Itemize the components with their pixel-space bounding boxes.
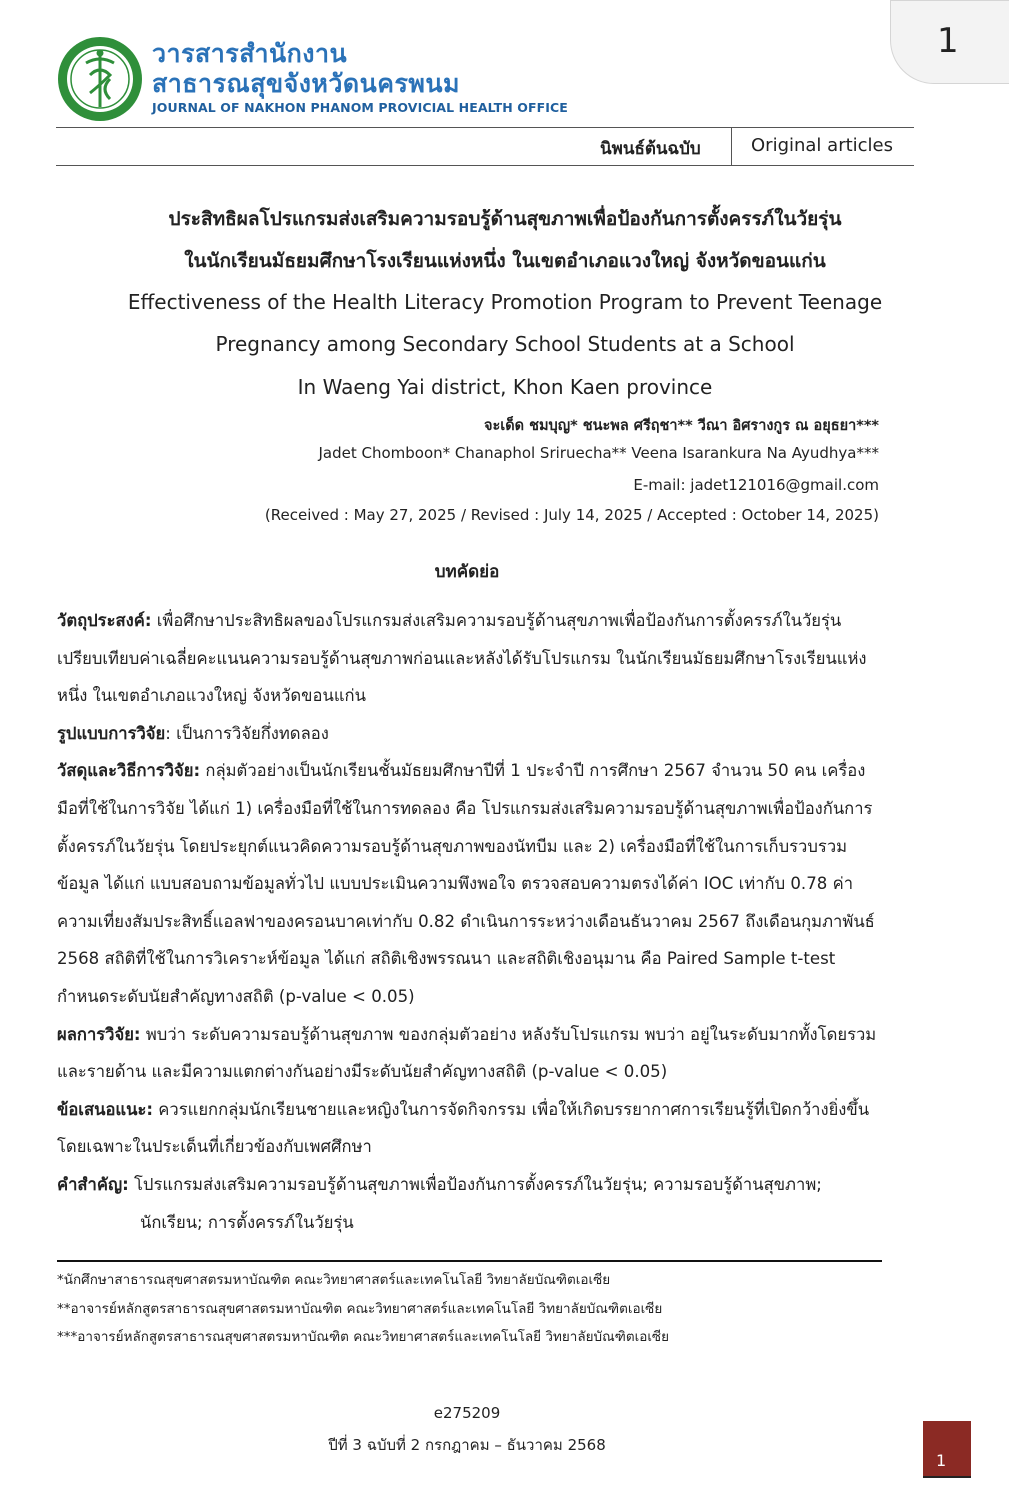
corner-page-tab [923, 1421, 971, 1476]
issue-info: ปีที่ 3 ฉบับที่ 2 กรกฎาคม – ธันวาคม 2568 [328, 1436, 606, 1454]
journal-title-th-line1: วารสารสำนักงาน [152, 39, 348, 68]
objective-label: วัตถุประสงค์: [57, 611, 152, 630]
footnote-3: ***อาจารย์หลักสูตรสาธารณสุขศาสตรมหาบัณฑิต คณะวิทยาศาสตร์และเทคโนโลยี วิทยาลัยบัณฑิตเอเซีย [57, 1329, 670, 1345]
journal-title-en: JOURNAL OF NAKHON PHANOM PROVICIAL HEALTH OFFICE [152, 100, 568, 115]
abstract-body [57, 602, 880, 1241]
email-address[interactable]: jadet121016@gmail.com [690, 476, 879, 494]
objective-text: เพื่อศึกษาประสิทธิผลของโปรแกรมส่งเสริมความรอบรู้ด้านสุขภาพเพื่อป้องกันการตั้งครรภ์ในวัยรุ่น เปรียบเทียบค่าเฉลี่ยคะแนนความรอบรู้ด้านสุขภาพก่อนและหลังได้รับโปรแกรม ในนักเรียนมัธยมศึกษาโรงเรียนแห่งหนึ่ง ในเขตอำเภอแวงใหญ่ จังหวัดขอนแก่น [57, 611, 867, 706]
title-en-line2: Pregnancy among Secondary School Students at a School [215, 332, 795, 356]
methods-paragraph [57, 752, 880, 1015]
title-th-line2: ในนักเรียนมัธยมศึกษาโรงเรียนแห่งหนึ่ง ในเขตอำเภอแวงใหญ่ จังหวัดขอนแก่น [184, 250, 826, 272]
authors-th: จะเด็ด ชมบุญ* ชนะพล ศรีฤชา** วีณา อิศรางกูร ณ อยุธยา*** [484, 418, 879, 434]
header-rule-bottom [56, 165, 914, 166]
results-paragraph [57, 1016, 880, 1091]
recommend-paragraph [57, 1091, 880, 1166]
header-rule-top [56, 127, 914, 128]
received-dates: (Received : May 27, 2025 / Revised : July 14, 2025 / Accepted : October 14, 2025) [264, 506, 879, 524]
methods-label: วัสดุและวิธีการวิจัย: [57, 761, 201, 781]
journal-title-th-line2: สาธารณสุขจังหวัดนครพนม [152, 69, 460, 98]
keywords-line1: โปรแกรมส่งเสริมความรอบรู้ด้านสุขภาพเพื่อป้องกันการตั้งครรภ์ในวัยรุ่น; ความรอบรู้ด้านสุขภาพ; [128, 1174, 822, 1194]
ministry-of-public-health-seal-icon [56, 35, 144, 123]
keywords-line2-paragraph [57, 1204, 880, 1242]
design-label: รูปแบบการวิจัย [57, 723, 166, 743]
design-text: : เป็นการวิจัยกึ่งทดลอง [165, 723, 329, 743]
keywords-label: คำสำคัญ: [57, 1174, 129, 1194]
article-type-en: Original articles [751, 135, 893, 156]
title-en-line1: Effectiveness of the Health Literacy Promotion Program to Prevent Teenage [127, 290, 883, 314]
footnote-2: **อาจารย์หลักสูตรสาธารณสุขศาสตรมหาบัณฑิต คณะวิทยาศาสตร์และเทคโนโลยี วิทยาลัยบัณฑิตเอเซีย [57, 1301, 663, 1317]
article-id: e275209 [433, 1404, 501, 1422]
keywords-paragraph [57, 1166, 880, 1204]
methods-text: กลุ่มตัวอย่างเป็นนักเรียนชั้นมัธยมศึกษาปีที่ 1 ประจำปี การศึกษา 2567 จำนวน 50 คน เครื่องมือที่ใช้ในการวิจัย ได้แก่ 1) เครื่องมือที่ใช้ในการทดลอง คือ โปรแกรมส่งเสริมความรอบรู้ด้านสุขภาพเพื่อป้องกันการตั้งครรภ์ในวัยรุ่น โดยประยุกต์แนวคิดความรอบรู้ด้านสุขภาพของนัทบีม และ 2) เครื่องมือที่ใช้ในการเก็บรวบรวมข้อมูล ได้แก่ แบบสอบถามข้อมูลทั่วไป แบบประเมินความพึงพอใจ ตรวจสอบความตรงได้ค่า IOC เท่ากับ 0.78 ค่าความเที่ยงสัมประสิทธิ์แอลฟาของครอนบาคเท่ากับ 0.82 ดำเนินการระหว่างเดือนธันวาคม 2567 ถึงเดือนกุมภาพันธ์ 2568 สถิติที่ใช้ในการวิเคราะห์ข้อมูล ได้แก่ สถิติเชิงพรรณนา และสถิติเชิงอนุมาน คือ Paired Sample t-test กำหนดระดับนัยสำคัญทางสถิติ (p-value < 0.05) [57, 761, 875, 1006]
keywords-line2: นักเรียน; การตั้งครรภ์ในวัยรุ่น [140, 1212, 354, 1232]
corner-underline [923, 1476, 971, 1478]
recommend-label: ข้อเสนอแนะ: [57, 1099, 154, 1119]
page-number-badge [890, 0, 1009, 84]
results-text: พบว่า ระดับความรอบรู้ด้านสุขภาพ ของกลุ่มตัวอย่าง หลังรับโปรแกรม พบว่า อยู่ในระดับมากทั้งโดยรวมและรายด้าน และมีความแตกต่างกันอย่างมีระดับนัยสำคัญทางสถิติ (p-value < 0.05) [57, 1024, 877, 1082]
author-email [633, 476, 879, 494]
abstract-heading: บทคัดย่อ [434, 562, 500, 582]
page-number: 1 [937, 21, 959, 61]
objective-paragraph [57, 602, 880, 715]
recommend-text: ควรแยกกลุ่มนักเรียนชายและหญิงในการจัดกิจกรรม เพื่อให้เกิดบรรยากาศการเรียนรู้ที่เปิดกว้างยิ่งขึ้น โดยเฉพาะในประเด็นที่เกี่ยวข้องกับเพศศึกษา [57, 1099, 870, 1157]
results-label: ผลการวิจัย: [57, 1024, 141, 1044]
design-paragraph [57, 715, 880, 753]
email-label: E-mail: [633, 476, 691, 494]
title-th-line1: ประสิทธิผลโปรแกรมส่งเสริมความรอบรู้ด้านสุขภาพเพื่อป้องกันการตั้งครรภ์ในวัยรุ่น [168, 208, 842, 230]
corner-page-number: 1 [936, 1451, 947, 1470]
article-type-divider [731, 127, 732, 165]
footnote-1: *นักศึกษาสาธารณสุขศาสตรมหาบัณฑิต คณะวิทยาศาสตร์และเทคโนโลยี วิทยาลัยบัณฑิตเอเซีย [57, 1272, 611, 1288]
authors-en: Jadet Chomboon* Chanaphol Sriruecha** Veena Isarankura Na Ayudhya*** [318, 444, 879, 462]
footnote-rule [57, 1260, 882, 1262]
title-en-line3: In Waeng Yai district, Khon Kaen province [297, 375, 713, 399]
article-type-th: นิพนธ์ต้นฉบับ [600, 139, 701, 159]
